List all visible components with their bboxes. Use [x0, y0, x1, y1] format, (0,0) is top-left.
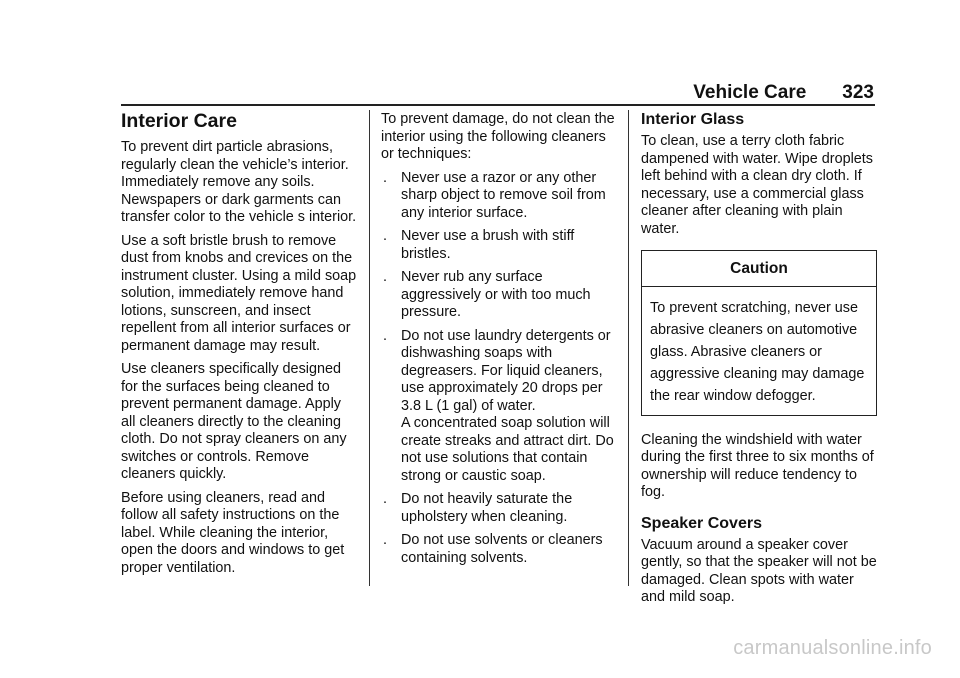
page-header	[693, 82, 874, 104]
column-glass-speakers	[641, 110, 877, 613]
list-item	[381, 170, 619, 223]
caution-body: To prevent scratching, never use abrasive cleaners on automotive glass. Abrasive cleaners or aggressive cleaning may damage the rear window defogger.	[650, 299, 865, 404]
bullet-marker: .	[383, 228, 387, 244]
section-title: Vehicle Care	[693, 82, 807, 103]
paragraph: Use cleaners specifically designed for the surfaces being cleaned to prevent permanent damage. Apply all cleaners directly to the cleaning cloth. Do not spray cleaners on any switches or controls. Remove cleaners quickly.	[121, 361, 347, 482]
paragraph: Vacuum around a speaker cover gently, so that the speaker will not be damaged. Clean spots with water and mild soap.	[641, 536, 877, 605]
paragraph: Use a soft bristle brush to remove dust from knobs and crevices on the instrument cluster. Using a mild soap solution, immediately remove hand lotions, sunscreen, and insect repellent from all interior surfaces or permanent damage may result.	[121, 232, 357, 354]
speaker-covers-heading: Speaker Covers	[641, 514, 762, 532]
bullet-marker: .	[383, 491, 387, 507]
intro-paragraph: To prevent damage, do not clean the interior using the following cleaners or techniques:	[381, 111, 615, 162]
paragraph: Before using cleaners, read and follow all safety instructions on the label. While cleaning the interior, open the doors and windows to get proper ventilation.	[121, 489, 345, 576]
page-number: 323	[842, 82, 874, 103]
header-rule	[121, 104, 875, 106]
paragraph: To clean, use a terry cloth fabric dampened with water. Wipe droplets left behind with a clean dry cloth. If necessary, use a commercial glass cleaner after cleaning with plain water.	[641, 133, 873, 237]
list-item	[381, 491, 619, 526]
column-cleaning-cautions	[381, 111, 619, 573]
list-item-text: Do not heavily saturate the upholstery when cleaning.	[401, 491, 573, 525]
list-item-text: Never rub any surface aggressively or with too much pressure.	[401, 269, 591, 320]
caution-box	[641, 250, 877, 416]
bullet-marker: .	[383, 169, 387, 186]
caution-title: Caution	[642, 251, 876, 287]
list-item-text: Do not use solvents or cleaners containing solvents.	[401, 532, 603, 566]
interior-care-heading: Interior Care	[121, 110, 237, 132]
column-divider	[628, 110, 629, 586]
bullet-marker: .	[383, 532, 387, 548]
list-item	[381, 328, 619, 486]
list-item-text: Never use a brush with stiff bristles.	[401, 228, 575, 262]
watermark-text: carmanualsonline.info	[733, 637, 932, 659]
list-item-text: Do not use laundry detergents or dishwashing soaps with degreasers. For liquid cleaners, use approximately 20 drops per 3.8 L (1 gal) of water.	[401, 327, 611, 414]
list-item	[381, 228, 619, 263]
bullet-marker: .	[383, 269, 387, 285]
bullet-marker: .	[383, 327, 387, 344]
list-item-text: Never use a razor or any other sharp object to remove soil from any interior surface.	[401, 169, 606, 221]
paragraph: To prevent dirt particle abrasions, regularly clean the vehicle’s interior. Immediately remove any soils. Newspapers or dark garments can transfer color to the vehicle s interior.	[121, 139, 357, 225]
interior-glass-heading: Interior Glass	[641, 111, 745, 128]
column-interior-care	[121, 110, 359, 583]
list-item	[381, 269, 619, 322]
column-divider	[369, 110, 370, 586]
list-item-extra-text: A concentrated soap solution will create streaks and attract dirt. Do not use solutions that contain strong or caustic soap.	[401, 415, 614, 484]
list-item	[381, 532, 619, 567]
paragraph: Cleaning the windshield with water during the first three to six months of ownership will reduce tendency to fog.	[641, 431, 874, 500]
